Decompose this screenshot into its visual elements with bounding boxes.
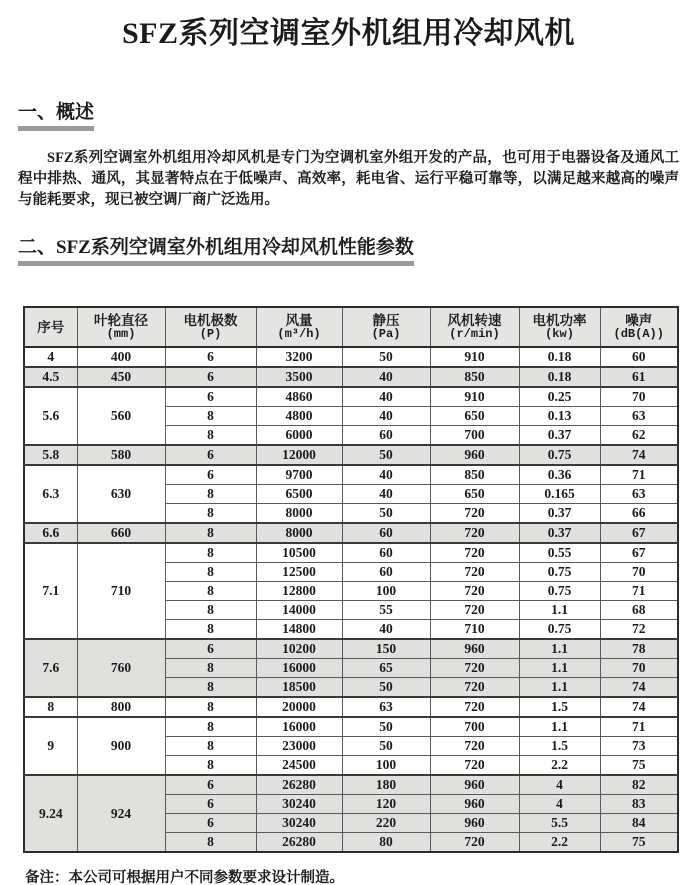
section2-heading: 二、SFZ系列空调室外机组用冷却风机性能参数 <box>18 237 414 266</box>
table-row <box>24 387 678 407</box>
cell-pressure: 40 <box>342 485 430 504</box>
cell-speed: 720 <box>430 563 519 582</box>
cell-airflow: 16000 <box>256 659 342 678</box>
cell-noise: 72 <box>600 620 678 640</box>
cell-pressure: 50 <box>342 504 430 524</box>
cell-noise: 67 <box>600 523 678 543</box>
cell-pressure: 60 <box>342 563 430 582</box>
cell-noise: 70 <box>600 563 678 582</box>
cell-pressure: 50 <box>342 445 430 465</box>
cell-noise: 71 <box>600 465 678 485</box>
cell-noise: 71 <box>600 717 678 737</box>
cell-airflow: 14800 <box>256 620 342 640</box>
cell-no: 6.3 <box>24 465 77 523</box>
cell-power: 0.18 <box>519 367 600 387</box>
cell-airflow: 3500 <box>256 367 342 387</box>
cell-power: 1.1 <box>519 678 600 698</box>
cell-diameter: 400 <box>77 347 165 367</box>
cell-power: 1.5 <box>519 737 600 756</box>
cell-airflow: 23000 <box>256 737 342 756</box>
cell-airflow: 9700 <box>256 465 342 485</box>
cell-speed: 720 <box>430 678 519 698</box>
cell-noise: 78 <box>600 639 678 659</box>
col-header-pressure: 静压 (Pa) <box>342 307 430 347</box>
cell-no: 4.5 <box>24 367 77 387</box>
cell-poles: 8 <box>165 407 256 426</box>
cell-speed: 720 <box>430 833 519 853</box>
cell-pressure: 50 <box>342 347 430 367</box>
cell-speed: 850 <box>430 367 519 387</box>
cell-pressure: 65 <box>342 659 430 678</box>
section-parameters <box>18 237 679 266</box>
cell-diameter: 560 <box>77 387 165 445</box>
cell-pressure: 60 <box>342 426 430 446</box>
table-row <box>24 697 678 717</box>
cell-speed: 720 <box>430 601 519 620</box>
cell-airflow: 10500 <box>256 543 342 563</box>
cell-diameter: 900 <box>77 717 165 775</box>
cell-power: 0.25 <box>519 387 600 407</box>
cell-poles: 6 <box>165 814 256 833</box>
cell-no: 7.1 <box>24 543 77 639</box>
cell-pressure: 40 <box>342 367 430 387</box>
col-header-power: 电机功率 (kw) <box>519 307 600 347</box>
cell-noise: 70 <box>600 659 678 678</box>
cell-noise: 63 <box>600 407 678 426</box>
cell-power: 0.75 <box>519 582 600 601</box>
cell-power: 0.75 <box>519 620 600 640</box>
cell-poles: 8 <box>165 717 256 737</box>
cell-pressure: 40 <box>342 465 430 485</box>
cell-no: 7.6 <box>24 639 77 697</box>
cell-speed: 650 <box>430 407 519 426</box>
table-row <box>24 347 678 367</box>
cell-noise: 62 <box>600 426 678 446</box>
cell-speed: 720 <box>430 523 519 543</box>
cell-power: 2.2 <box>519 756 600 776</box>
cell-noise: 68 <box>600 601 678 620</box>
cell-diameter: 710 <box>77 543 165 639</box>
table-row <box>24 543 678 563</box>
cell-power: 0.37 <box>519 523 600 543</box>
cell-poles: 8 <box>165 678 256 698</box>
cell-poles: 8 <box>165 426 256 446</box>
cell-speed: 910 <box>430 347 519 367</box>
cell-speed: 850 <box>430 465 519 485</box>
cell-no: 9 <box>24 717 77 775</box>
table-row <box>24 445 678 465</box>
cell-poles: 8 <box>165 523 256 543</box>
cell-pressure: 60 <box>342 523 430 543</box>
cell-pressure: 50 <box>342 717 430 737</box>
cell-pressure: 55 <box>342 601 430 620</box>
cell-pressure: 100 <box>342 582 430 601</box>
cell-speed: 720 <box>430 737 519 756</box>
col-header-airflow: 风量 (m³/h) <box>256 307 342 347</box>
cell-speed: 720 <box>430 504 519 524</box>
cell-airflow: 14000 <box>256 601 342 620</box>
page-title: SFZ系列空调室外机组用冷却风机 <box>121 17 576 50</box>
cell-power: 1.1 <box>519 601 600 620</box>
cell-pressure: 220 <box>342 814 430 833</box>
cell-poles: 8 <box>165 737 256 756</box>
cell-poles: 8 <box>165 833 256 853</box>
document-page <box>0 14 695 885</box>
cell-poles: 8 <box>165 582 256 601</box>
table-row <box>24 639 678 659</box>
cell-noise: 74 <box>600 445 678 465</box>
cell-airflow: 6000 <box>256 426 342 446</box>
cell-airflow: 24500 <box>256 756 342 776</box>
cell-speed: 960 <box>430 775 519 795</box>
cell-diameter: 630 <box>77 465 165 523</box>
cell-no: 4 <box>24 347 77 367</box>
table-row <box>24 367 678 387</box>
cell-no: 9.24 <box>24 775 77 852</box>
cell-pressure: 50 <box>342 737 430 756</box>
cell-poles: 6 <box>165 639 256 659</box>
col-header-noise: 噪声 (dB(A)) <box>600 307 678 347</box>
cell-speed: 960 <box>430 795 519 814</box>
cell-speed: 960 <box>430 814 519 833</box>
cell-pressure: 63 <box>342 697 430 717</box>
table-row <box>24 523 678 543</box>
cell-noise: 75 <box>600 833 678 853</box>
cell-power: 0.55 <box>519 543 600 563</box>
section-overview <box>18 102 679 131</box>
cell-noise: 84 <box>600 814 678 833</box>
cell-speed: 720 <box>430 659 519 678</box>
cell-poles: 8 <box>165 697 256 717</box>
cell-pressure: 120 <box>342 795 430 814</box>
cell-poles: 6 <box>165 347 256 367</box>
cell-airflow: 30240 <box>256 814 342 833</box>
col-header-diameter: 叶轮直径 (mm) <box>77 307 165 347</box>
cell-airflow: 12500 <box>256 563 342 582</box>
cell-airflow: 12000 <box>256 445 342 465</box>
cell-airflow: 4800 <box>256 407 342 426</box>
cell-poles: 8 <box>165 563 256 582</box>
cell-airflow: 20000 <box>256 697 342 717</box>
cell-speed: 700 <box>430 426 519 446</box>
cell-poles: 6 <box>165 465 256 485</box>
cell-power: 1.5 <box>519 697 600 717</box>
cell-airflow: 26280 <box>256 833 342 853</box>
cell-no: 8 <box>24 697 77 717</box>
cell-power: 1.1 <box>519 717 600 737</box>
cell-diameter: 924 <box>77 775 165 852</box>
cell-airflow: 16000 <box>256 717 342 737</box>
cell-airflow: 8000 <box>256 504 342 524</box>
cell-diameter: 760 <box>77 639 165 697</box>
cell-airflow: 6500 <box>256 485 342 504</box>
cell-no: 5.8 <box>24 445 77 465</box>
cell-pressure: 40 <box>342 407 430 426</box>
cell-noise: 75 <box>600 756 678 776</box>
cell-airflow: 8000 <box>256 523 342 543</box>
cell-speed: 910 <box>430 387 519 407</box>
table-row <box>24 775 678 795</box>
cell-speed: 720 <box>430 543 519 563</box>
cell-speed: 720 <box>430 756 519 776</box>
cell-power: 0.37 <box>519 504 600 524</box>
cell-noise: 60 <box>600 347 678 367</box>
cell-noise: 74 <box>600 697 678 717</box>
cell-pressure: 40 <box>342 387 430 407</box>
cell-no: 5.6 <box>24 387 77 445</box>
cell-power: 4 <box>519 775 600 795</box>
cell-noise: 61 <box>600 367 678 387</box>
table-header <box>24 307 678 347</box>
cell-poles: 6 <box>165 445 256 465</box>
cell-poles: 8 <box>165 504 256 524</box>
table-header-row <box>24 307 678 347</box>
cell-diameter: 800 <box>77 697 165 717</box>
cell-pressure: 80 <box>342 833 430 853</box>
cell-poles: 6 <box>165 775 256 795</box>
cell-speed: 710 <box>430 620 519 640</box>
cell-power: 1.1 <box>519 659 600 678</box>
col-header-poles: 电机极数 (P) <box>165 307 256 347</box>
cell-pressure: 50 <box>342 678 430 698</box>
cell-airflow: 30240 <box>256 795 342 814</box>
cell-noise: 71 <box>600 582 678 601</box>
performance-table <box>23 306 679 853</box>
cell-poles: 6 <box>165 387 256 407</box>
cell-power: 0.36 <box>519 465 600 485</box>
cell-diameter: 660 <box>77 523 165 543</box>
cell-noise: 67 <box>600 543 678 563</box>
cell-speed: 650 <box>430 485 519 504</box>
cell-speed: 720 <box>430 697 519 717</box>
cell-airflow: 12800 <box>256 582 342 601</box>
cell-airflow: 26280 <box>256 775 342 795</box>
cell-poles: 8 <box>165 485 256 504</box>
table-body <box>24 347 678 852</box>
cell-poles: 8 <box>165 620 256 640</box>
cell-pressure: 100 <box>342 756 430 776</box>
cell-power: 5.5 <box>519 814 600 833</box>
cell-power: 1.1 <box>519 639 600 659</box>
cell-power: 0.37 <box>519 426 600 446</box>
cell-speed: 960 <box>430 445 519 465</box>
col-header-no: 序号 <box>24 307 77 347</box>
cell-poles: 8 <box>165 543 256 563</box>
cell-noise: 82 <box>600 775 678 795</box>
footer-note: 备注：本公司可根据用户不同参数要求设计制造。 <box>25 870 344 885</box>
cell-noise: 70 <box>600 387 678 407</box>
cell-pressure: 40 <box>342 620 430 640</box>
cell-speed: 700 <box>430 717 519 737</box>
cell-poles: 8 <box>165 601 256 620</box>
cell-noise: 74 <box>600 678 678 698</box>
cell-noise: 66 <box>600 504 678 524</box>
cell-poles: 6 <box>165 795 256 814</box>
overview-paragraph: SFZ系列空调室外机组用冷却风机是专门为空调机室外组开发的产品，也可用于电器设备及通风工程中排热、通风，其显著特点在于低噪声、高效率，耗电省、运行平稳可靠等，以满足越来越高的噪声与能耗要求，现已被空调厂商广泛选用。 <box>18 150 679 208</box>
cell-airflow: 10200 <box>256 639 342 659</box>
cell-power: 0.18 <box>519 347 600 367</box>
cell-power: 0.75 <box>519 445 600 465</box>
cell-pressure: 60 <box>342 543 430 563</box>
cell-power: 2.2 <box>519 833 600 853</box>
cell-poles: 6 <box>165 367 256 387</box>
table-row <box>24 465 678 485</box>
cell-diameter: 580 <box>77 445 165 465</box>
cell-noise: 83 <box>600 795 678 814</box>
section1-heading: 一、概述 <box>18 102 94 131</box>
cell-power: 0.75 <box>519 563 600 582</box>
cell-airflow: 3200 <box>256 347 342 367</box>
cell-noise: 63 <box>600 485 678 504</box>
cell-diameter: 450 <box>77 367 165 387</box>
col-header-speed: 风机转速 (r/min) <box>430 307 519 347</box>
cell-power: 0.13 <box>519 407 600 426</box>
cell-power: 0.165 <box>519 485 600 504</box>
table-row <box>24 717 678 737</box>
cell-airflow: 4860 <box>256 387 342 407</box>
cell-no: 6.6 <box>24 523 77 543</box>
cell-poles: 8 <box>165 756 256 776</box>
cell-noise: 73 <box>600 737 678 756</box>
cell-pressure: 180 <box>342 775 430 795</box>
cell-pressure: 150 <box>342 639 430 659</box>
cell-airflow: 18500 <box>256 678 342 698</box>
cell-power: 4 <box>519 795 600 814</box>
cell-poles: 8 <box>165 659 256 678</box>
cell-speed: 720 <box>430 582 519 601</box>
cell-speed: 960 <box>430 639 519 659</box>
